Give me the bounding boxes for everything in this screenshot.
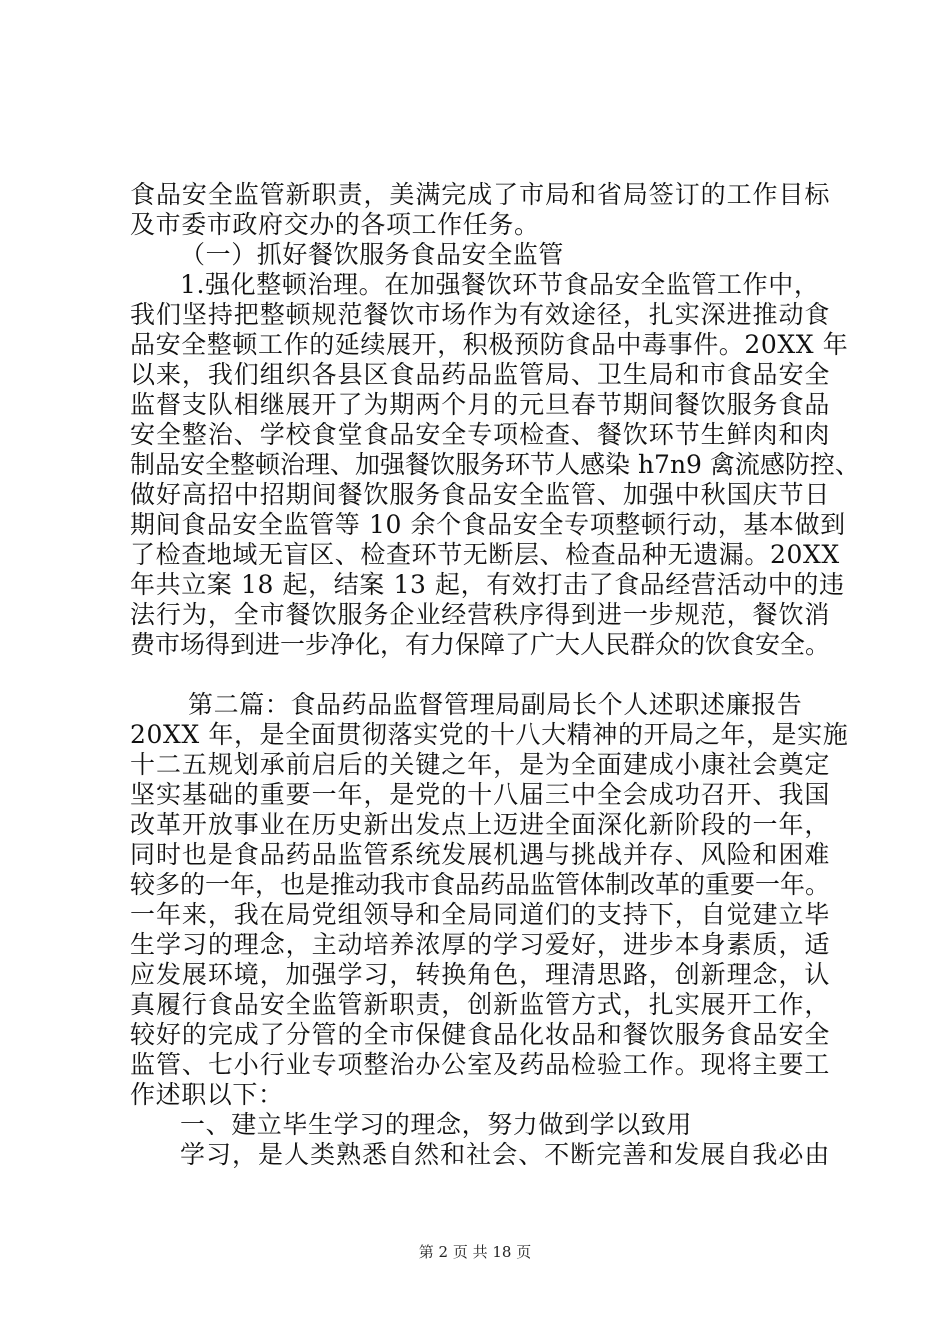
body-line: 一年来，我在局党组领导和全局同道们的支持下，自觉建立毕 — [130, 900, 830, 929]
section-heading: （一）抓好餐饮服务食品安全监管 — [180, 240, 565, 269]
body-line: 以来，我们组织各县区食品药品监管局、卫生局和市食品安全 — [130, 360, 830, 389]
section-heading: 一、建立毕生学习的理念，努力做到学以致用 — [180, 1110, 693, 1139]
body-line: 及市委市政府交办的各项工作任务。 — [130, 210, 540, 239]
body-line: 20XX 年，是全面贯彻落实党的十八大精神的开局之年，是实施 — [130, 720, 849, 749]
body-line: 改革开放事业在历史新出发点上迈进全面深化新阶段的一年， — [130, 810, 830, 839]
body-line: 年共立案 18 起，结案 13 起，有效打击了食品经营活动中的违 — [130, 570, 845, 599]
body-line: 我们坚持把整顿规范餐饮市场作为有效途径，扎实深进推动食 — [130, 300, 830, 329]
body-line: 生学习的理念，主动培养浓厚的学习爱好，进步本身素质，适 — [130, 930, 830, 959]
body-line: 费市场得到进一步净化，有力保障了广大人民群众的饮食安全。 — [130, 630, 831, 659]
body-line: 坚实基础的重要一年，是党的十八届三中全会成功召开、我国 — [130, 780, 830, 809]
body-line: 监管、七小行业专项整治办公室及药品检验工作。现将主要工 — [130, 1050, 830, 1079]
body-line: 较好的完成了分管的全市保健食品化妆品和餐饮服务食品安全 — [130, 1020, 830, 1049]
page-footer: 第 2 页 共 18 页 — [418, 1243, 532, 1261]
chapter-title: 第二篇：食品药品监督管理局副局长个人述职述廉报告 — [188, 690, 803, 719]
body-line: 期间食品安全监管等 10 余个食品安全专项整顿行动，基本做到 — [130, 510, 846, 539]
body-line: 作述职以下： — [130, 1080, 284, 1109]
body-line: 法行为，全市餐饮服务企业经营秩序得到进一步规范，餐饮消 — [130, 600, 830, 629]
body-line: 监督支队相继展开了为期两个月的元旦春节期间餐饮服务食品 — [130, 390, 830, 419]
body-line: 品安全整顿工作的延续展开，积极预防食品中毒事件。20XX 年 — [130, 330, 849, 359]
body-line: 应发展环境，加强学习，转换角色，理清思路，创新理念，认 — [130, 960, 830, 989]
body-line: 做好高招中招期间餐饮服务食品安全监管、加强中秋国庆节日 — [130, 480, 830, 509]
body-line: 真履行食品安全监管新职责，创新监管方式，扎实展开工作， — [130, 990, 830, 1019]
body-line: 同时也是食品药品监管系统发展机遇与挑战并存、风险和困难 — [130, 840, 830, 869]
body-line: 学习，是人类熟悉自然和社会、不断完善和发展自我必由 — [180, 1140, 830, 1169]
body-line: 十二五规划承前启后的关键之年，是为全面建成小康社会奠定 — [130, 750, 830, 779]
body-line: 1.强化整顿治理。在加强餐饮环节食品安全监管工作中， — [180, 270, 820, 299]
body-line: 制品安全整顿治理、加强餐饮服务环节人感染 h7n9 禽流感防控、 — [130, 450, 860, 479]
body-line: 食品安全监管新职责，美满完成了市局和省局签订的工作目标 — [130, 180, 830, 209]
body-line: 较多的一年，也是推动我市食品药品监管体制改革的重要一年。 — [130, 870, 831, 899]
body-line: 安全整治、学校食堂食品安全专项检查、餐饮环节生鲜肉和肉 — [130, 420, 830, 449]
body-line: 了检查地域无盲区、检查环节无断层、检查品种无遗漏。20XX — [130, 540, 840, 569]
